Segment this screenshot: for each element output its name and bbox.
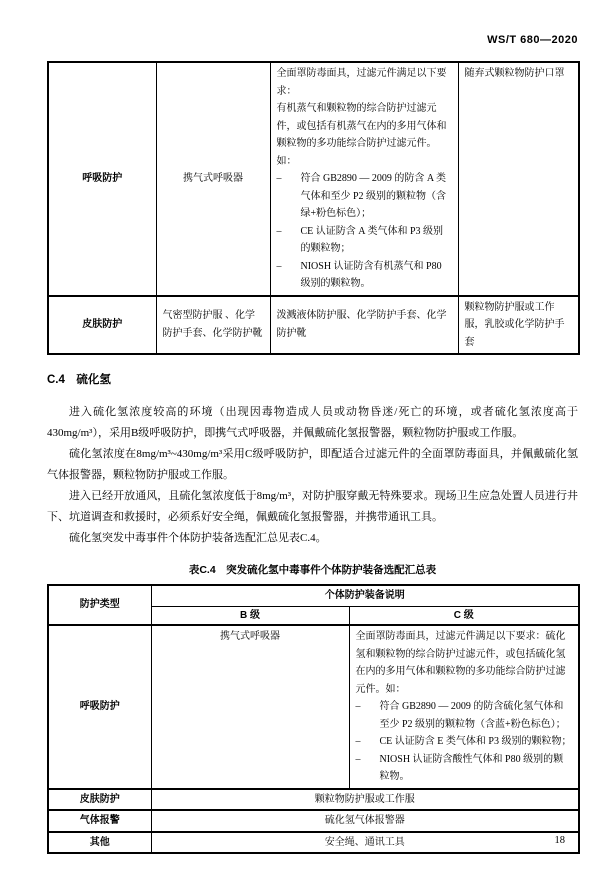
table-row-respiratory xyxy=(48,62,579,296)
ppe-selection-table-continued xyxy=(47,61,580,355)
header-level-b: B 级 xyxy=(151,606,349,625)
cell-protection-type: 其他 xyxy=(48,832,151,854)
page-number: 18 xyxy=(554,835,565,846)
paragraph: 进入硫化氢浓度较高的环境（出现因毒物造成人员或动物昏迷/死亡的环境，或者硫化氢浓度高于430mg/m³），采用B级呼吸防护，即携气式呼吸器，并佩戴硫化氢报警器，颗粒物防护服或工作服。 xyxy=(47,406,578,439)
list-item-text: CE 认证防含 E 类气体和 P3 级别的颗粒物； xyxy=(379,736,572,747)
list-item xyxy=(356,733,573,751)
cell-text-line: 有机蒸气和颗粒物的综合防护过滤元件，或包括有机蒸气在内的多用气体和颗粒物的多功能综合防护过滤元件。 xyxy=(276,103,447,149)
cell-text-line: 全面罩防毒面具，过滤元件满足以下要求： xyxy=(276,68,447,97)
cell-protection-type: 皮肤防护 xyxy=(48,789,151,811)
dash-marker: – xyxy=(276,225,282,237)
table-row-skin xyxy=(48,789,579,811)
cell-level-c xyxy=(349,625,579,789)
dash-marker: – xyxy=(355,736,361,747)
cell-protection-type: 气体报警 xyxy=(48,810,151,832)
cell-equipment: 颗粒物防护服或工作服 xyxy=(151,789,579,811)
list-item xyxy=(356,698,573,733)
cell-level-d-equipment: 颗粒物防护服或工作服，乳胶或化学防护手套 xyxy=(458,296,579,355)
list-item-text: NIOSH 认证防含酸性气体和 P80 级别的颗粒物。 xyxy=(379,753,564,782)
cell-level-d-equipment: 随弃式颗粒物防护口罩 xyxy=(458,62,579,296)
paragraph: 进入已经开放通风，且硫化氢浓度低于8mg/m³，对防护服穿戴无特殊要求。现场卫生应急处置人员进行井下、坑道调查和救援时，必须系好安全绳，佩戴硫化氢报警器，并携带通讯工具。 xyxy=(47,490,578,523)
dash-marker: – xyxy=(276,173,282,184)
table-row-respiratory xyxy=(48,625,579,789)
cell-protection-type: 呼吸防护 xyxy=(48,62,156,296)
cell-protection-type: 呼吸防护 xyxy=(48,625,151,789)
list-item-text: CE 认证防含 A 类气体和 P3 级别的颗粒物； xyxy=(300,225,444,254)
list-item-text: 符合 GB2890 — 2009 的防含 A 类气体和至少 P2 级别的颗粒物（含绿+粉色标色）； xyxy=(300,173,447,219)
table-caption: 表C.4 突发硫化氢中毒事件个体防护装备选配汇总表 xyxy=(188,564,437,576)
cell-level-b-equipment: 携气式呼吸器 xyxy=(156,62,270,296)
paragraph: 硫化氢突发中毒事件个体防护装备选配汇总见表C.4。 xyxy=(69,532,327,544)
table-header-row xyxy=(48,585,579,606)
section-heading: C.4 硫化氢 xyxy=(47,374,111,386)
list-item-text: NIOSH 认证防含有机蒸气和 P80 级别的颗粒物。 xyxy=(300,260,442,289)
cell-level-b: 携气式呼吸器 xyxy=(151,625,349,789)
cell-text-line: 全面罩防毒面具，过滤元件满足以下要求：硫化氢和颗粒物的综合防护过滤元件，或包括硫化氢在内的多用气体和颗粒物的多功能综合防护过滤元件。如： xyxy=(355,631,566,695)
header-protection-type: 防护类型 xyxy=(48,585,151,625)
list-item xyxy=(356,751,573,786)
section-body xyxy=(47,402,578,549)
list-item-text: 符合 GB2890 — 2009 的防含硫化氢气体和至少 P2 级别的颗粒物（含蓝+粉色标色）； xyxy=(379,701,566,730)
list-item xyxy=(277,258,452,293)
standard-reference: WS/T 680—2020 xyxy=(487,34,578,46)
cell-text-line: 如： xyxy=(276,155,297,167)
dash-marker: – xyxy=(276,260,282,272)
paragraph: 硫化氢浓度在8mg/m³~430mg/m³采用C级呼吸防护，即配适合过滤元件的全面罩防毒面具，并佩戴硫化氢气体报警器，颗粒物防护服或工作服。 xyxy=(47,448,578,481)
dash-marker: – xyxy=(355,753,361,765)
table-row-gas-alarm xyxy=(48,810,579,832)
cell-equipment: 硫化氢气体报警器 xyxy=(151,810,579,832)
dash-marker: – xyxy=(355,701,361,712)
h2s-ppe-summary-table xyxy=(47,584,580,854)
table-row-skin xyxy=(48,296,579,355)
cell-protection-type: 皮肤防护 xyxy=(48,296,156,355)
header-level-c: C 级 xyxy=(349,606,579,625)
cell-level-b-equipment: 气密型防护服 、化学防护手套、化学防护靴 xyxy=(156,296,270,355)
table-row-other xyxy=(48,832,579,854)
header-equipment-description: 个体防护装备说明 xyxy=(151,585,579,606)
cell-equipment: 安全绳、通讯工具 xyxy=(151,832,579,854)
list-item xyxy=(277,170,452,223)
cell-level-c-equipment: 泼溅液体防护服、化学防护手套、化学防护靴 xyxy=(270,296,458,355)
cell-level-c-equipment xyxy=(270,62,458,296)
list-item xyxy=(277,223,452,258)
